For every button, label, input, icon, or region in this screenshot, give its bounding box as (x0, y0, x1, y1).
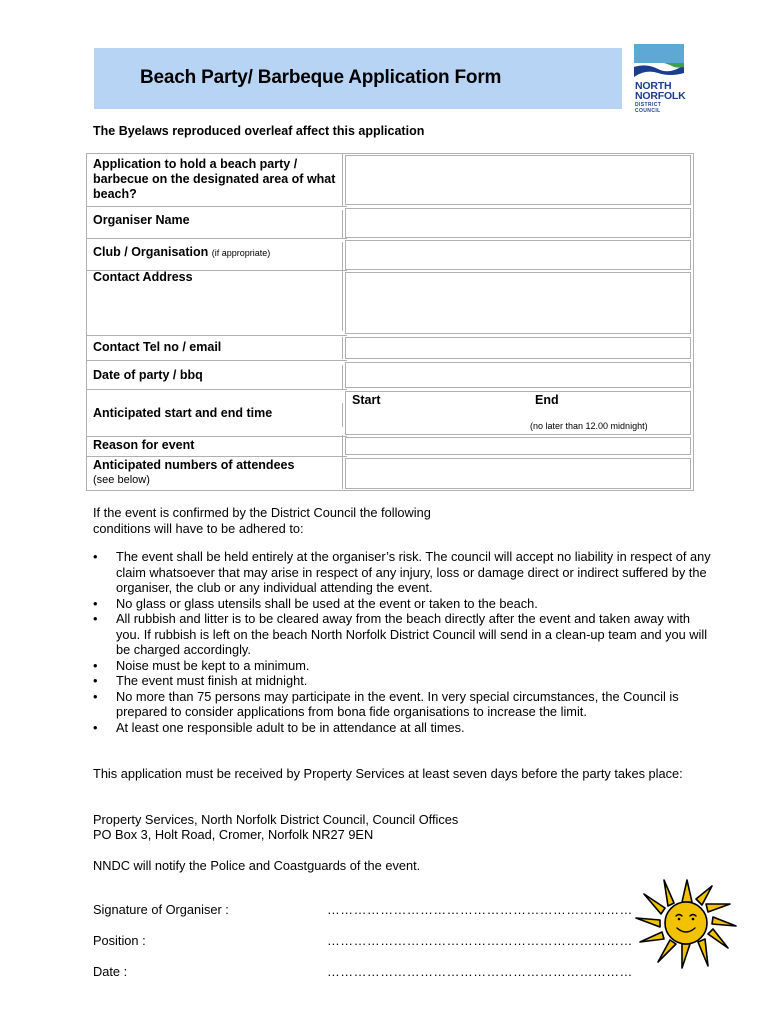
logo-line3: DISTRICT COUNCIL (635, 102, 662, 114)
organiser-label: Organiser Name (87, 210, 343, 238)
beach-field[interactable] (345, 155, 691, 205)
list-item: • The event shall be held entirely at the organiser’s risk. The council will accept no liability in respect of any claim whatsoever that may arise in respect of any injury, loss or damage direct or indirect suffered by the organiser, the club or any individual attending the event. (93, 549, 713, 596)
times-label: Anticipated start and end time (87, 403, 343, 427)
signature-line[interactable]: …………………………………………………………… (327, 902, 633, 917)
tel-label: Contact Tel no / email (87, 337, 343, 359)
list-item: • All rubbish and litter is to be cleared away from the beach directly after the event and taken away with you. If rubbish is left on the beach North Norfolk District Council will send in a clean-up team and you will be charged accordingly. (93, 611, 713, 658)
conditions-list (93, 549, 713, 735)
tel-field[interactable] (345, 337, 691, 359)
date-field[interactable] (345, 362, 691, 388)
organiser-field[interactable] (345, 208, 691, 238)
club-field[interactable] (345, 240, 691, 270)
position-line[interactable]: …………………………………………………………… (327, 933, 633, 948)
attendees-field[interactable] (345, 458, 691, 489)
start-label: Start (352, 393, 381, 407)
end-label: End (535, 393, 559, 407)
times-field[interactable] (345, 391, 691, 435)
address-label: Contact Address (87, 267, 343, 331)
sun-icon (632, 872, 742, 972)
attendees-label-cell (87, 455, 343, 489)
logo-sky (634, 44, 684, 63)
notify-note: NNDC will notify the Police and Coastguards of the event. (93, 858, 421, 873)
address-line2: PO Box 3, Holt Road, Cromer, Norfolk NR27 9EN (93, 827, 374, 842)
address-line1: Property Services, North Norfolk District Council, Council Offices (93, 812, 459, 827)
position-label: Position : (93, 933, 146, 948)
byelaws-note: The Byelaws reproduced overleaf affect this application (93, 124, 425, 138)
date-label: Date of party / bbq (87, 365, 343, 389)
list-item: • The event must finish at midnight. (93, 673, 713, 689)
list-item: • No glass or glass utensils shall be used at the event or taken to the beach. (93, 596, 713, 612)
nndc-logo (634, 44, 686, 116)
list-item: • No more than 75 persons may participate in the event. In very special circumstances, the Council is prepared to consider applications from bona fide organisations to increase the limit. (93, 689, 713, 720)
date-signed-label: Date : (93, 964, 128, 979)
end-note: (no later than 12.00 midnight) (530, 421, 648, 431)
application-form (86, 153, 694, 491)
logo-line1: NORTH (635, 80, 672, 92)
club-note: (if appropriate) (211, 248, 271, 258)
club-label-cell (87, 242, 343, 268)
reason-field[interactable] (345, 437, 691, 455)
conditions-intro: If the event is confirmed by the District Council the following conditions will have to be adhered to: (93, 505, 431, 536)
reason-label: Reason for event (87, 435, 343, 455)
logo-line2: NORFOLK (635, 90, 686, 102)
date-line[interactable]: …………………………………………………………… (327, 964, 633, 979)
attendees-label: Anticipated numbers of attendees (93, 458, 295, 472)
beach-label: Application to hold a beach party / barbecue on the designated area of what beach? (87, 154, 343, 206)
title-banner (94, 48, 622, 109)
attendees-note: (see below) (93, 474, 150, 486)
list-item: • Noise must be kept to a minimum. (93, 658, 713, 674)
list-item: • At least one responsible adult to be in attendance at all times. (93, 720, 713, 736)
address-field[interactable] (345, 272, 691, 334)
receipt-note: This application must be received by Property Services at least seven days before the party takes place: (93, 766, 683, 781)
signature-label: Signature of Organiser : (93, 902, 229, 917)
page-title: Beach Party/ Barbeque Application Form (140, 67, 502, 88)
club-label: Club / Organisation (93, 245, 209, 259)
